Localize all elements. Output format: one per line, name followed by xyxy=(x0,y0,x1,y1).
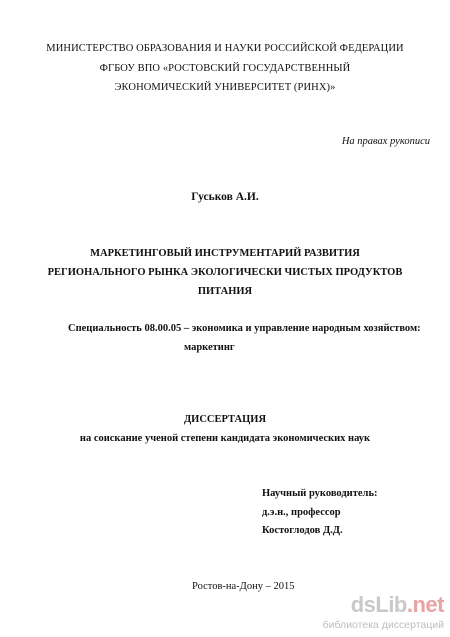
thesis-title-line1: МАРКЕТИНГОВЫЙ ИНСТРУМЕНТАРИЙ РАЗВИТИЯ xyxy=(90,248,360,259)
supervisor-name: Костоглодов Д.Д. xyxy=(262,525,343,536)
specialty-line1: Специальность 08.00.05 – экономика и управление народным хозяйством: xyxy=(68,323,421,334)
dslib-logo xyxy=(351,593,444,617)
logo-accent: .net xyxy=(406,592,444,617)
rights-note: На правах рукописи xyxy=(341,136,430,147)
author-name: Гуськов А.И. xyxy=(191,191,259,203)
thesis-title-line2: РЕГИОНАЛЬНОГО РЫНКА ЭКОЛОГИЧЕСКИ ЧИСТЫХ ПРОДУКТОВ xyxy=(47,267,403,278)
supervisor-degree: д.э.н., профессор xyxy=(262,507,341,518)
supervisor-label: Научный руководитель: xyxy=(262,488,378,499)
dslib-watermark xyxy=(312,593,444,633)
specialty-line2: маркетинг xyxy=(184,342,235,353)
dslib-tagline: библиотека диссертаций xyxy=(322,619,444,631)
dissertation-label: ДИССЕРТАЦИЯ xyxy=(183,414,267,425)
thesis-title-line3: ПИТАНИЯ xyxy=(197,286,253,297)
logo-main: dsLib xyxy=(350,592,407,617)
city-year: Ростов-на-Дону – 2015 xyxy=(192,581,295,592)
ministry-name: МИНИСТЕРСТВО ОБРАЗОВАНИЯ И НАУКИ РОССИЙСКОЙ ФЕДЕРАЦИИ xyxy=(46,43,404,54)
university-name-line1: ФГБОУ ВПО «РОСТОВСКИЙ ГОСУДАРСТВЕННЫЙ xyxy=(99,63,351,74)
university-name-line2: ЭКОНОМИЧЕСКИЙ УНИВЕРСИТЕТ (РИНХ)» xyxy=(114,82,336,93)
degree-purpose: на соискание ученой степени кандидата экономических наук xyxy=(79,433,371,444)
